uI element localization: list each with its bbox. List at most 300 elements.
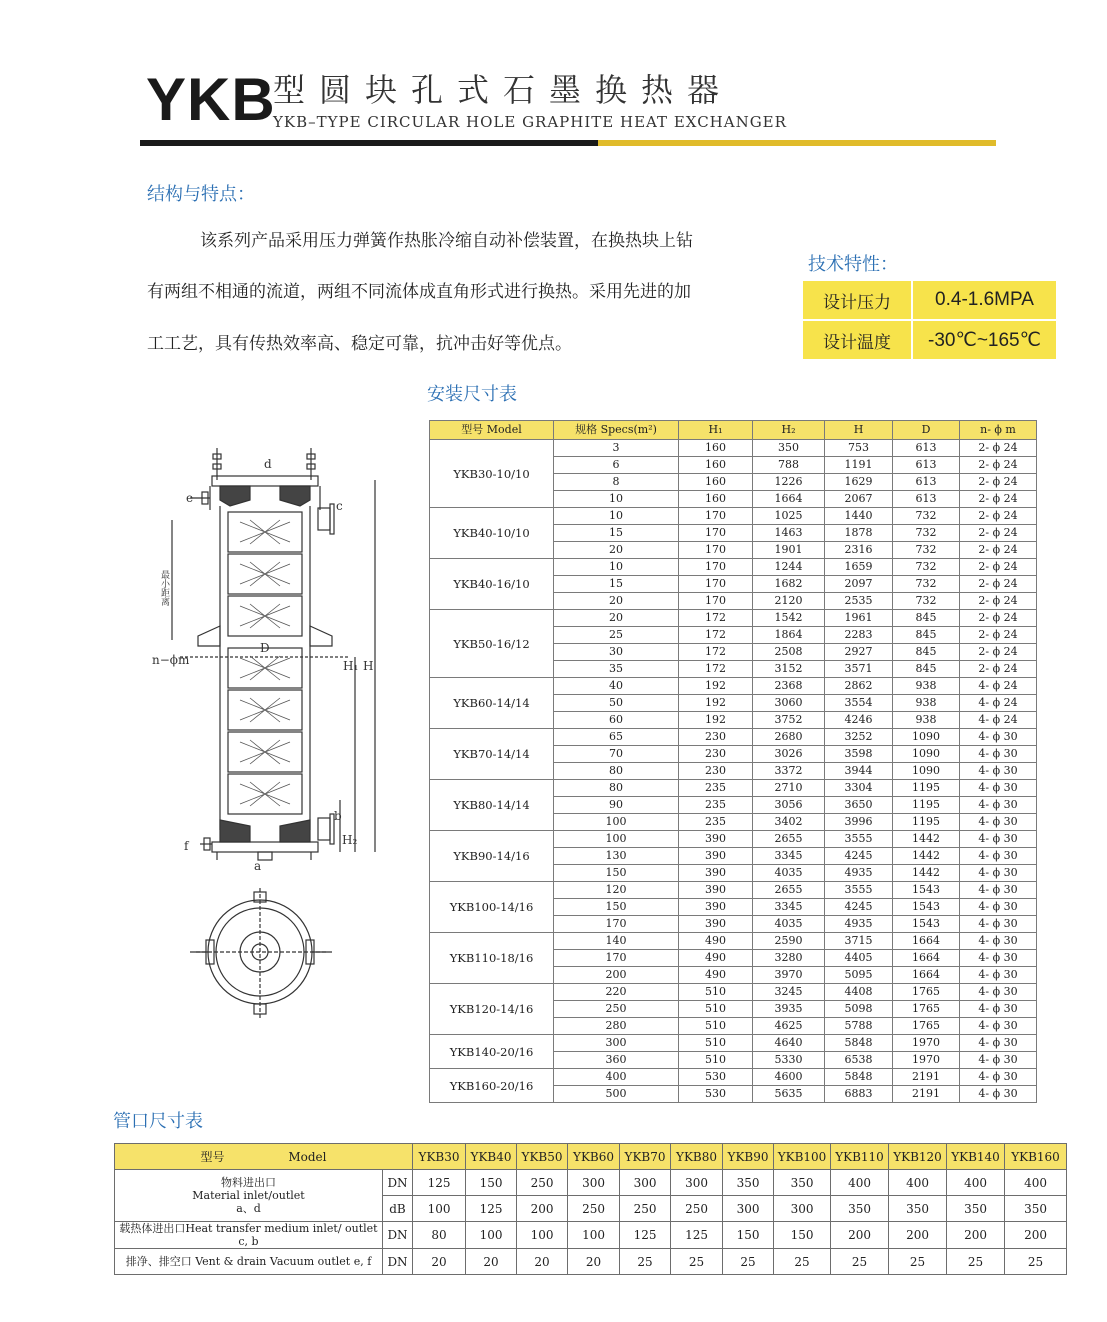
install-value-cell: 5788	[825, 1018, 893, 1035]
install-heading: 安装尺寸表	[427, 384, 517, 405]
install-value-cell: 170	[679, 593, 753, 610]
install-value-cell: 6883	[825, 1086, 893, 1103]
install-value-cell: 390	[679, 848, 753, 865]
port-model-header: YKB60	[568, 1144, 620, 1170]
page-subtitle: YKB–TYPE CIRCULAR HOLE GRAPHITE HEAT EXCHANGER	[273, 113, 787, 131]
install-value-cell: 400	[554, 1069, 679, 1086]
install-model-cell: YKB140-20/16	[430, 1035, 554, 1069]
install-value-cell: 4245	[825, 848, 893, 865]
install-value-cell: 4- ϕ 30	[960, 729, 1037, 746]
install-value-cell: 4- ϕ 30	[960, 1086, 1037, 1103]
port-value-cell: 125	[671, 1222, 723, 1249]
install-value-cell: 4- ϕ 30	[960, 831, 1037, 848]
drawing-label-d: d	[264, 457, 272, 471]
structure-text-line-1: 该系列产品采用压力弹簧作热胀冷缩自动补偿装置，在换热块上钻	[200, 231, 693, 251]
install-table-body	[430, 440, 1037, 1103]
install-value-cell: 235	[679, 814, 753, 831]
port-model-header: YKB90	[723, 1144, 774, 1170]
port-model-header: YKB50	[517, 1144, 568, 1170]
install-value-cell: 2097	[825, 576, 893, 593]
install-value-cell: 170	[554, 950, 679, 967]
install-value-cell: 160	[679, 474, 753, 491]
install-value-cell: 2067	[825, 491, 893, 508]
install-value-cell: 250	[554, 1001, 679, 1018]
install-value-cell: 753	[825, 440, 893, 457]
port-value-cell: 300	[671, 1170, 723, 1196]
install-value-cell: 2- ϕ 24	[960, 457, 1037, 474]
install-value-cell: 230	[679, 729, 753, 746]
install-value-cell: 1543	[893, 882, 960, 899]
install-value-cell: 1659	[825, 559, 893, 576]
port-value-cell: 25	[1005, 1249, 1067, 1275]
install-value-cell: 2- ϕ 24	[960, 593, 1037, 610]
tech-value: 0.4-1.6MPA	[913, 281, 1056, 321]
install-value-cell: 1191	[825, 457, 893, 474]
install-value-cell: 4- ϕ 30	[960, 967, 1037, 984]
install-value-cell: 3650	[825, 797, 893, 814]
install-value-cell: 5095	[825, 967, 893, 984]
install-value-cell: 2368	[753, 678, 825, 695]
install-value-cell: 2191	[893, 1086, 960, 1103]
port-header-model	[115, 1144, 413, 1170]
install-value-cell: 510	[679, 1052, 753, 1069]
install-value-cell: 230	[679, 746, 753, 763]
install-value-cell: 350	[753, 440, 825, 457]
port-model-header: YKB160	[1005, 1144, 1067, 1170]
exchanger-drawing	[150, 440, 390, 1040]
install-value-cell: 938	[893, 712, 960, 729]
install-value-cell: 390	[679, 916, 753, 933]
install-value-cell: 80	[554, 780, 679, 797]
port-model-header: YKB40	[466, 1144, 517, 1170]
install-value-cell: 140	[554, 933, 679, 950]
install-value-cell: 20	[554, 542, 679, 559]
install-value-cell: 3935	[753, 1001, 825, 1018]
port-value-cell: 20	[568, 1249, 620, 1275]
install-value-cell: 15	[554, 576, 679, 593]
install-value-cell: 530	[679, 1086, 753, 1103]
install-value-cell: 2680	[753, 729, 825, 746]
install-value-cell: 2- ϕ 24	[960, 508, 1037, 525]
structure-text-line-3: 工工艺，具有传热效率高、稳定可靠，抗冲击好等优点。	[147, 334, 572, 354]
install-value-cell: 2535	[825, 593, 893, 610]
install-value-cell: 20	[554, 593, 679, 610]
port-value-cell: 150	[774, 1222, 831, 1249]
install-value-cell: 2283	[825, 627, 893, 644]
drawing-label-a: a	[254, 859, 262, 873]
install-value-cell: 4- ϕ 30	[960, 1001, 1037, 1018]
install-value-cell: 4- ϕ 30	[960, 780, 1037, 797]
port-value-cell: 400	[889, 1170, 947, 1196]
install-value-cell: 500	[554, 1086, 679, 1103]
port-label-material	[115, 1170, 383, 1222]
install-value-cell: 4600	[753, 1069, 825, 1086]
install-value-cell: 1864	[753, 627, 825, 644]
install-value-cell: 2- ϕ 24	[960, 559, 1037, 576]
port-label-vent-drain: 排净、排空口 Vent & drain Vacuum outlet e, f	[115, 1249, 383, 1275]
install-value-cell: 4408	[825, 984, 893, 1001]
install-model-cell: YKB110-18/16	[430, 933, 554, 984]
install-value-cell: 1664	[893, 933, 960, 950]
install-value-cell: 5848	[825, 1035, 893, 1052]
tech-label: 设计压力	[803, 281, 913, 321]
port-dimension-table	[114, 1143, 1067, 1275]
install-row	[430, 440, 1037, 457]
install-value-cell: 2- ϕ 24	[960, 576, 1037, 593]
brand-logo-text: YKB	[146, 66, 276, 133]
install-value-cell: 8	[554, 474, 679, 491]
port-value-cell: 250	[620, 1196, 671, 1222]
install-value-cell: 390	[679, 831, 753, 848]
install-row	[430, 508, 1037, 525]
install-value-cell: 10	[554, 508, 679, 525]
install-value-cell: 490	[679, 950, 753, 967]
port-label-heat-medium: 载热体进出口Heat transfer medium inlet/ outlet c, b	[115, 1222, 383, 1249]
install-value-cell: 1664	[893, 967, 960, 984]
port-model-header: YKB120	[889, 1144, 947, 1170]
install-value-cell: 4640	[753, 1035, 825, 1052]
header-divider-gold	[598, 140, 996, 146]
install-value-cell: 40	[554, 678, 679, 695]
install-value-cell: 2- ϕ 24	[960, 474, 1037, 491]
install-model-cell: YKB30-10/10	[430, 440, 554, 508]
install-value-cell: 1765	[893, 1001, 960, 1018]
drawing-label-c: c	[336, 499, 343, 513]
install-value-cell: 170	[679, 576, 753, 593]
install-row	[430, 610, 1037, 627]
install-model-cell: YKB60-14/14	[430, 678, 554, 729]
install-value-cell: 235	[679, 780, 753, 797]
port-row-material-dn	[115, 1170, 1067, 1196]
install-value-cell: 2- ϕ 24	[960, 661, 1037, 678]
install-value-cell: 3944	[825, 763, 893, 780]
install-row	[430, 933, 1037, 950]
install-value-cell: 845	[893, 627, 960, 644]
install-value-cell: 490	[679, 933, 753, 950]
install-value-cell: 2- ϕ 24	[960, 440, 1037, 457]
port-value-cell: 250	[568, 1196, 620, 1222]
install-value-cell: 1629	[825, 474, 893, 491]
install-value-cell: 938	[893, 695, 960, 712]
port-value-cell: 200	[517, 1196, 568, 1222]
install-model-cell: YKB40-16/10	[430, 559, 554, 610]
install-value-cell: 1195	[893, 814, 960, 831]
drawing-label-nm: n−ϕm	[152, 653, 190, 667]
install-value-cell: 4- ϕ 30	[960, 950, 1037, 967]
port-unit: DN	[383, 1170, 413, 1196]
install-value-cell: 845	[893, 644, 960, 661]
install-value-cell: 1244	[753, 559, 825, 576]
install-value-cell: 3554	[825, 695, 893, 712]
port-value-cell: 300	[568, 1170, 620, 1196]
port-row-vent-drain	[115, 1249, 1067, 1275]
tech-value: -30℃~165℃	[913, 321, 1056, 359]
install-value-cell: 1442	[893, 831, 960, 848]
install-value-cell: 2191	[893, 1069, 960, 1086]
install-value-cell: 80	[554, 763, 679, 780]
port-value-cell: 100	[413, 1196, 466, 1222]
install-value-cell: 5330	[753, 1052, 825, 1069]
install-row	[430, 1069, 1037, 1086]
install-value-cell: 192	[679, 678, 753, 695]
port-value-cell: 350	[774, 1170, 831, 1196]
port-value-cell: 350	[947, 1196, 1005, 1222]
install-value-cell: 5848	[825, 1069, 893, 1086]
install-model-cell: YKB160-20/16	[430, 1069, 554, 1103]
install-value-cell: 3252	[825, 729, 893, 746]
install-value-cell: 6538	[825, 1052, 893, 1069]
install-value-cell: 2120	[753, 593, 825, 610]
install-value-cell: 4035	[753, 865, 825, 882]
install-value-cell: 4246	[825, 712, 893, 729]
install-value-cell: 4- ϕ 30	[960, 1018, 1037, 1035]
install-value-cell: 30	[554, 644, 679, 661]
install-header-cell: 型号 Model	[430, 421, 554, 440]
install-value-cell: 390	[679, 899, 753, 916]
install-value-cell: 10	[554, 491, 679, 508]
install-value-cell: 2- ϕ 24	[960, 644, 1037, 661]
install-value-cell: 613	[893, 491, 960, 508]
install-value-cell: 160	[679, 491, 753, 508]
drawing-label-D: D	[260, 641, 270, 655]
install-value-cell: 4- ϕ 30	[960, 865, 1037, 882]
install-value-cell: 192	[679, 712, 753, 729]
install-value-cell: 3402	[753, 814, 825, 831]
install-value-cell: 4- ϕ 24	[960, 712, 1037, 729]
install-value-cell: 3345	[753, 848, 825, 865]
install-value-cell: 788	[753, 457, 825, 474]
install-value-cell: 2862	[825, 678, 893, 695]
install-value-cell: 390	[679, 865, 753, 882]
install-value-cell: 3715	[825, 933, 893, 950]
port-value-cell: 100	[466, 1222, 517, 1249]
install-value-cell: 2927	[825, 644, 893, 661]
install-value-cell: 1025	[753, 508, 825, 525]
install-value-cell: 2710	[753, 780, 825, 797]
install-value-cell: 172	[679, 610, 753, 627]
install-value-cell: 4405	[825, 950, 893, 967]
port-value-cell: 25	[671, 1249, 723, 1275]
port-value-cell: 25	[889, 1249, 947, 1275]
install-value-cell: 280	[554, 1018, 679, 1035]
install-value-cell: 3970	[753, 967, 825, 984]
port-model-header: YKB140	[947, 1144, 1005, 1170]
drawing-label-e: e	[186, 491, 194, 505]
install-value-cell: 3056	[753, 797, 825, 814]
install-value-cell: 3571	[825, 661, 893, 678]
install-value-cell: 4- ϕ 30	[960, 984, 1037, 1001]
install-value-cell: 3372	[753, 763, 825, 780]
install-value-cell: 235	[679, 797, 753, 814]
port-label-material-cn: 物料进出口	[221, 1176, 276, 1189]
port-value-cell: 20	[466, 1249, 517, 1275]
tech-row-pressure	[803, 281, 1056, 321]
install-value-cell: 1442	[893, 848, 960, 865]
port-row-heat-medium	[115, 1222, 1067, 1249]
install-model-cell: YKB40-10/10	[430, 508, 554, 559]
install-value-cell: 1226	[753, 474, 825, 491]
install-value-cell: 4- ϕ 30	[960, 814, 1037, 831]
install-value-cell: 300	[554, 1035, 679, 1052]
port-value-cell: 150	[723, 1222, 774, 1249]
install-header-cell: D	[893, 421, 960, 440]
tech-row-temperature	[803, 321, 1056, 359]
install-value-cell: 510	[679, 1035, 753, 1052]
structure-text-line-2: 有两组不相通的流道，两组不同流体成直角形式进行换热。采用先进的加	[147, 282, 691, 302]
install-row	[430, 831, 1037, 848]
install-value-cell: 4- ϕ 30	[960, 882, 1037, 899]
install-value-cell: 192	[679, 695, 753, 712]
port-value-cell: 125	[466, 1196, 517, 1222]
install-value-cell: 65	[554, 729, 679, 746]
port-label-material-en: Material inlet/outlet	[192, 1189, 305, 1202]
install-value-cell: 170	[554, 916, 679, 933]
port-value-cell: 20	[413, 1249, 466, 1275]
install-header-cell: H₁	[679, 421, 753, 440]
install-value-cell: 200	[554, 967, 679, 984]
port-value-cell: 25	[947, 1249, 1005, 1275]
install-value-cell: 4- ϕ 30	[960, 1052, 1037, 1069]
install-value-cell: 170	[679, 508, 753, 525]
install-row	[430, 1035, 1037, 1052]
install-value-cell: 160	[679, 440, 753, 457]
install-row	[430, 882, 1037, 899]
install-value-cell: 732	[893, 525, 960, 542]
install-value-cell: 1878	[825, 525, 893, 542]
install-value-cell: 1463	[753, 525, 825, 542]
install-value-cell: 4035	[753, 916, 825, 933]
install-value-cell: 10	[554, 559, 679, 576]
install-value-cell: 510	[679, 984, 753, 1001]
install-value-cell: 613	[893, 474, 960, 491]
install-value-cell: 1195	[893, 780, 960, 797]
install-value-cell: 20	[554, 610, 679, 627]
install-value-cell: 172	[679, 644, 753, 661]
port-value-cell: 25	[774, 1249, 831, 1275]
port-value-cell: 80	[413, 1222, 466, 1249]
install-value-cell: 150	[554, 865, 679, 882]
port-model-header: YKB110	[831, 1144, 889, 1170]
port-header-row	[115, 1144, 1067, 1170]
port-value-cell: 250	[517, 1170, 568, 1196]
install-value-cell: 100	[554, 814, 679, 831]
install-value-cell: 4- ϕ 24	[960, 695, 1037, 712]
port-header-model-cn: 型号	[200, 1150, 225, 1164]
install-value-cell: 3280	[753, 950, 825, 967]
install-value-cell: 150	[554, 899, 679, 916]
port-value-cell: 125	[413, 1170, 466, 1196]
port-value-cell: 25	[831, 1249, 889, 1275]
install-value-cell: 2- ϕ 24	[960, 525, 1037, 542]
install-value-cell: 1543	[893, 916, 960, 933]
install-value-cell: 1664	[893, 950, 960, 967]
install-value-cell: 3555	[825, 882, 893, 899]
install-value-cell: 100	[554, 831, 679, 848]
install-value-cell: 172	[679, 661, 753, 678]
port-value-cell: 350	[723, 1170, 774, 1196]
install-header-cell: H₂	[753, 421, 825, 440]
install-row	[430, 559, 1037, 576]
tech-spec-table	[803, 281, 1056, 359]
install-value-cell: 4- ϕ 30	[960, 1069, 1037, 1086]
install-value-cell: 1090	[893, 746, 960, 763]
port-unit: DN	[383, 1249, 413, 1275]
install-header-cell: 规格 Specs(m²)	[554, 421, 679, 440]
install-value-cell: 732	[893, 559, 960, 576]
install-value-cell: 2655	[753, 882, 825, 899]
install-value-cell: 2508	[753, 644, 825, 661]
install-value-cell: 613	[893, 440, 960, 457]
install-value-cell: 2- ϕ 24	[960, 627, 1037, 644]
install-value-cell: 2590	[753, 933, 825, 950]
port-value-cell: 400	[947, 1170, 1005, 1196]
install-value-cell: 1442	[893, 865, 960, 882]
install-value-cell: 25	[554, 627, 679, 644]
install-value-cell: 15	[554, 525, 679, 542]
drawing-label-f: f	[184, 839, 189, 853]
install-value-cell: 3996	[825, 814, 893, 831]
install-value-cell: 35	[554, 661, 679, 678]
install-value-cell: 1543	[893, 899, 960, 916]
install-value-cell: 1090	[893, 729, 960, 746]
install-value-cell: 3752	[753, 712, 825, 729]
install-header-cell: n- ϕ m	[960, 421, 1037, 440]
install-value-cell: 4935	[825, 916, 893, 933]
install-value-cell: 4- ϕ 30	[960, 916, 1037, 933]
port-value-cell: 350	[1005, 1196, 1067, 1222]
install-value-cell: 50	[554, 695, 679, 712]
port-value-cell: 250	[671, 1196, 723, 1222]
port-value-cell: 300	[774, 1196, 831, 1222]
install-dimension-table	[429, 420, 1037, 1103]
port-value-cell: 125	[620, 1222, 671, 1249]
port-value-cell: 200	[831, 1222, 889, 1249]
port-header-model-en: Model	[288, 1150, 327, 1164]
install-value-cell: 360	[554, 1052, 679, 1069]
header-divider-black	[140, 140, 598, 146]
install-model-cell: YKB50-16/12	[430, 610, 554, 678]
install-value-cell: 4- ϕ 30	[960, 797, 1037, 814]
install-value-cell: 3304	[825, 780, 893, 797]
install-value-cell: 4- ϕ 30	[960, 899, 1037, 916]
port-model-header: YKB80	[671, 1144, 723, 1170]
install-value-cell: 3555	[825, 831, 893, 848]
install-value-cell: 4- ϕ 24	[960, 678, 1037, 695]
install-value-cell: 4625	[753, 1018, 825, 1035]
install-value-cell: 1970	[893, 1035, 960, 1052]
install-value-cell: 732	[893, 593, 960, 610]
install-value-cell: 3345	[753, 899, 825, 916]
page-title: 型圆块孔式石墨换热器	[273, 71, 734, 109]
install-value-cell: 390	[679, 882, 753, 899]
install-value-cell: 5635	[753, 1086, 825, 1103]
install-value-cell: 845	[893, 610, 960, 627]
port-value-cell: 400	[1005, 1170, 1067, 1196]
port-value-cell: 200	[1005, 1222, 1067, 1249]
install-value-cell: 230	[679, 763, 753, 780]
port-heading: 管口尺寸表	[113, 1111, 203, 1132]
install-value-cell: 1765	[893, 984, 960, 1001]
tech-label: 设计温度	[803, 321, 913, 359]
port-value-cell: 20	[517, 1249, 568, 1275]
install-value-cell: 60	[554, 712, 679, 729]
port-unit: DN	[383, 1222, 413, 1249]
install-value-cell: 172	[679, 627, 753, 644]
port-value-cell: 25	[620, 1249, 671, 1275]
install-row	[430, 678, 1037, 695]
install-value-cell: 510	[679, 1001, 753, 1018]
install-model-cell: YKB100-14/16	[430, 882, 554, 933]
